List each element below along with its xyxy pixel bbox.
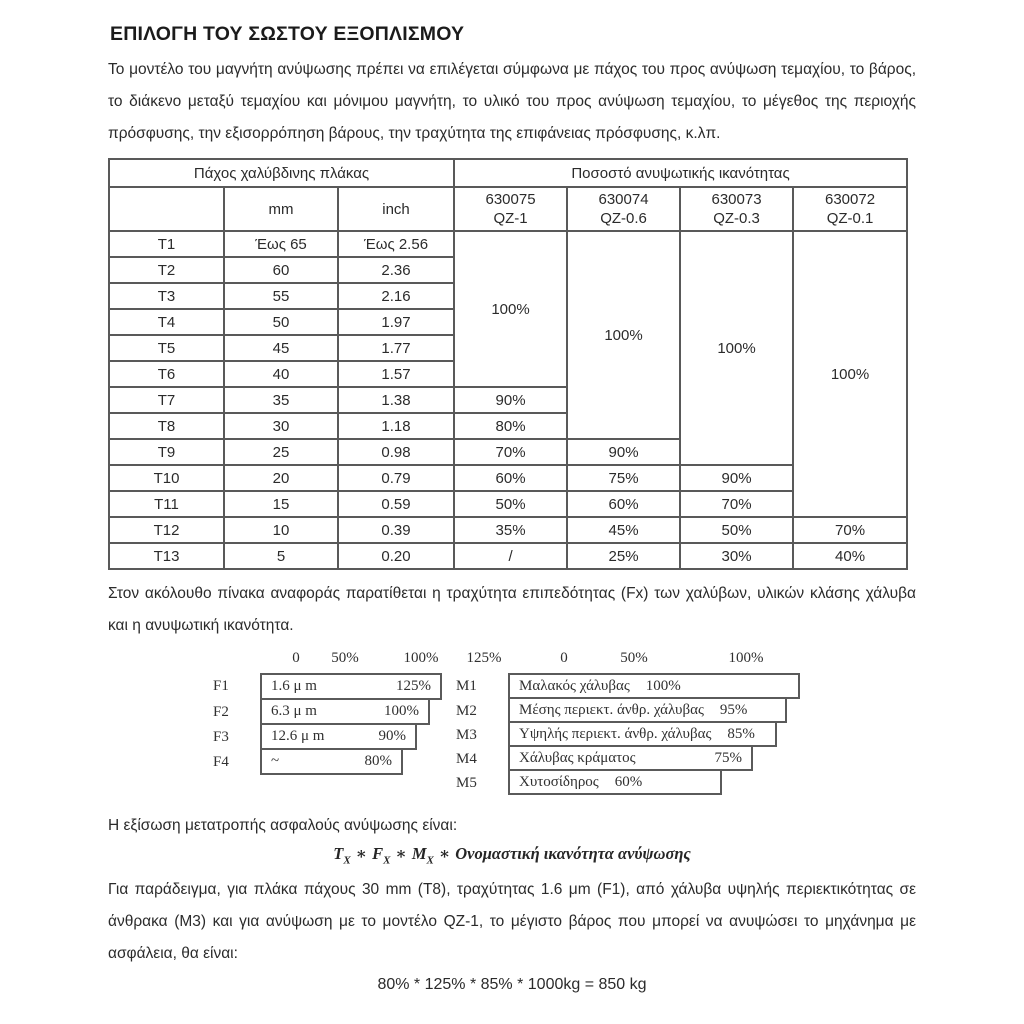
chart-bar-row [456, 747, 800, 771]
capacity-table [108, 158, 908, 570]
table-row [109, 491, 907, 517]
model-code: 630073 [711, 191, 762, 208]
bar-label: F3 [213, 729, 229, 745]
bar-value: 60% [614, 773, 643, 790]
cell-mm: 25 [224, 439, 338, 465]
equation-intro: Η εξίσωση μετατροπής ασφαλούς ανύψωσης είναι: [108, 817, 458, 834]
chart-bar [508, 697, 787, 723]
axis-tick-label: 100% [728, 650, 764, 666]
chart-bar [508, 721, 777, 747]
cell-inch: 1.77 [338, 335, 454, 361]
model-code: 630075 [485, 191, 536, 208]
cell-id: T8 [109, 413, 224, 439]
chart-bar-row [213, 700, 442, 725]
cell-inch: 1.38 [338, 387, 454, 413]
cell-qz1: 80% [454, 413, 567, 439]
cell-qz01: 70% [793, 517, 907, 543]
cell-id: T2 [109, 257, 224, 283]
cell-qz03: 30% [680, 543, 793, 569]
model-code: 630074 [598, 191, 649, 208]
intro-paragraph: Το μοντέλο του μαγνήτη ανύψωσης πρέπει να επιλέγεται σύμφωνα με πάχος του προς ανύψωση τεμαχίου, το βάρος, το διάκενο μεταξύ τεμαχίου και μόνιμου μαγνήτη, το υλικό του προς ανύψωση τεμαχίου, το μέγεθος της περιοχής πρόσφυσης, την εξισορρόπηση βάρους, την τραχύτητα της επιφάνειας πρόσφυσης, κ.λπ. [108, 61, 916, 142]
bar-name: 12.6 μ m [271, 728, 325, 744]
cell-id: T6 [109, 361, 224, 387]
cell-qz1: / [454, 543, 567, 569]
bar-name: Μαλακός χάλυβας [519, 677, 630, 694]
cell-mm: 55 [224, 283, 338, 309]
header-model-qz01 [793, 187, 907, 231]
cell-mm: 15 [224, 491, 338, 517]
reference-paragraph: Στον ακόλουθο πίνακα αναφοράς παρατίθεται η τραχύτητα επιπεδότητας (Fx) των χαλύβων, υλικών κλάσης χάλυβα και η ανυψωτική ικανότητα. [108, 585, 916, 634]
cell-mm: 20 [224, 465, 338, 491]
bar-label: M1 [456, 677, 477, 694]
axis-tick-label: 125% [466, 650, 502, 666]
table-row [109, 543, 907, 569]
cell-id: T1 [109, 231, 224, 257]
cell-qz1: 60% [454, 465, 567, 491]
cell-qz03: 70% [680, 491, 793, 517]
term-base: T [333, 844, 344, 863]
safe-lift-equation [108, 844, 916, 868]
chart-bar-row [213, 673, 442, 700]
bar-value: 85% [727, 725, 755, 742]
term-subscript: X [383, 854, 391, 867]
bar-value: 100% [384, 703, 419, 719]
cell-inch: 2.16 [338, 283, 454, 309]
cell-mm: 45 [224, 335, 338, 361]
cell-mm: 5 [224, 543, 338, 569]
cell-qz03-merged: 100% [680, 231, 793, 465]
table-group-header-row [109, 159, 907, 187]
chart-bar [508, 673, 800, 699]
model-name: QZ-0.6 [600, 210, 647, 227]
bar-value: 100% [645, 677, 681, 694]
axis-tick-label: 50% [331, 650, 359, 666]
cell-qz1: 70% [454, 439, 567, 465]
cell-inch: 1.57 [338, 361, 454, 387]
cell-qz06: 60% [567, 491, 680, 517]
cell-mm: 40 [224, 361, 338, 387]
cell-qz1: 50% [454, 491, 567, 517]
chart-bar-row [213, 750, 442, 775]
bar-label: M5 [456, 774, 477, 791]
cell-mm: 60 [224, 257, 338, 283]
bar-name: 6.3 μ m [271, 703, 317, 719]
header-model-qz1 [454, 187, 567, 231]
cell-qz03: 90% [680, 465, 793, 491]
chart-axis [213, 650, 502, 673]
bar-value: 75% [714, 749, 742, 766]
bar-label: M2 [456, 702, 477, 719]
term-subscript: X [343, 854, 351, 867]
chart-bar-row [456, 723, 800, 747]
cell-qz01-merged: 100% [793, 231, 907, 517]
cell-qz03: 50% [680, 517, 793, 543]
bar-name: 1.6 μ m [271, 678, 317, 694]
cell-inch: 2.36 [338, 257, 454, 283]
cell-inch: 1.97 [338, 309, 454, 335]
material-chart [456, 650, 800, 795]
table-row [109, 517, 907, 543]
term-subscript: X [426, 854, 434, 867]
bar-label: F4 [213, 754, 229, 770]
model-name: QZ-0.1 [826, 210, 874, 227]
term-base: F [372, 844, 384, 863]
cell-qz06: 75% [567, 465, 680, 491]
cell-qz1: 35% [454, 517, 567, 543]
chart-bar [260, 698, 430, 725]
axis-tick-label: 0 [292, 650, 300, 666]
cell-qz06: 45% [567, 517, 680, 543]
table-unit-header-row [109, 187, 907, 231]
cell-inch: 1.18 [338, 413, 454, 439]
page-title: ΕΠΙΛΟΓΗ ΤΟΥ ΣΩΣΤΟΥ ΕΞΟΠΛΙΣΜΟΥ [110, 23, 465, 45]
chart-bar [260, 748, 403, 775]
axis-tick-label: 100% [403, 650, 439, 666]
bar-name: Χυτοσίδηρος [519, 773, 599, 790]
cell-qz1-merged: 100% [454, 231, 567, 387]
equation-term [372, 844, 391, 867]
bar-value: 90% [378, 728, 406, 744]
equation-operator: ∗ [395, 844, 407, 863]
cell-inch: 0.59 [338, 491, 454, 517]
chart-bar-row [456, 699, 800, 723]
header-plate-thickness: Πάχος χαλύβδινης πλάκας [109, 159, 454, 187]
bar-value: 95% [719, 701, 748, 718]
bar-value: 125% [396, 678, 431, 694]
chart-bar [260, 673, 442, 700]
equation-tail: Ονομαστική ικανότητα ανύψωσης [455, 844, 691, 863]
bar-name: Χάλυβας κράματος [519, 749, 636, 766]
chart-bar-row [456, 673, 800, 699]
cell-qz06-merged: 100% [567, 231, 680, 439]
header-model-qz03 [680, 187, 793, 231]
cell-inch: 0.79 [338, 465, 454, 491]
model-name: QZ-0.3 [713, 210, 760, 227]
chart-bar [508, 769, 722, 795]
example-paragraph: Για παράδειγμα, για πλάκα πάχους 30 mm (T8), τραχύτητας 1.6 μm (F1), από χάλυβα υψηλής περιεκτικότητας σε άνθρακα (M3) και για ανύψωση με το μοντέλο QZ-1, το μέγιστο βάρος που μπορεί να ανυψώσει το μηχάνημα με ασφάλεια, θα είναι: [108, 881, 916, 962]
header-model-qz06 [567, 187, 680, 231]
cell-qz1: 90% [454, 387, 567, 413]
cell-mm: 30 [224, 413, 338, 439]
model-name: QZ-1 [493, 210, 528, 227]
cell-qz06: 90% [567, 439, 680, 465]
header-unit-mm: mm [224, 187, 338, 231]
chart-axis [456, 650, 800, 673]
cell-id: T4 [109, 309, 224, 335]
chart-bar-row [213, 725, 442, 750]
bar-label: F1 [213, 678, 229, 694]
bar-label: M4 [456, 750, 477, 767]
cell-qz01: 40% [793, 543, 907, 569]
equation-operator: ∗ [438, 844, 451, 863]
header-corner-cell [109, 187, 224, 231]
cell-qz06: 25% [567, 543, 680, 569]
cell-id: T13 [109, 543, 224, 569]
header-unit-inch: inch [338, 187, 454, 231]
cell-inch: Έως 2.56 [338, 231, 454, 257]
bar-value: 80% [364, 753, 392, 769]
cell-mm: 35 [224, 387, 338, 413]
cell-id: T12 [109, 517, 224, 543]
cell-inch: 0.20 [338, 543, 454, 569]
chart-bar-row [456, 771, 800, 795]
bar-label: F2 [213, 704, 229, 720]
axis-tick-label: 50% [620, 650, 648, 666]
cell-id: T5 [109, 335, 224, 361]
cell-inch: 0.98 [338, 439, 454, 465]
term-base: M [411, 844, 427, 863]
bar-name: Μέσης περιεκτ. άνθρ. χάλυβας [519, 701, 704, 718]
chart-bar [508, 745, 753, 771]
cell-id: T10 [109, 465, 224, 491]
cell-inch: 0.39 [338, 517, 454, 543]
cell-mm: Έως 65 [224, 231, 338, 257]
chart-bar [260, 723, 417, 750]
axis-tick-label: 0 [560, 650, 568, 666]
reference-charts [108, 650, 916, 800]
cell-mm: 50 [224, 309, 338, 335]
equation-operator: ∗ [355, 844, 368, 863]
bar-name: ~ [271, 753, 280, 769]
equation-term [411, 844, 434, 867]
cell-id: T11 [109, 491, 224, 517]
table-row [109, 231, 907, 257]
header-lifting-capacity: Ποσοστό ανυψωτικής ικανότητας [454, 159, 907, 187]
cell-id: T7 [109, 387, 224, 413]
equation-term [333, 844, 351, 867]
bar-label: M3 [456, 726, 477, 743]
cell-mm: 10 [224, 517, 338, 543]
model-code: 630072 [825, 191, 876, 208]
cell-id: T3 [109, 283, 224, 309]
cell-id: T9 [109, 439, 224, 465]
example-formula: 80% * 125% * 85% * 1000kg = 850 kg [377, 976, 647, 993]
bar-name: Υψηλής περιεκτ. άνθρ. χάλυβας [519, 725, 712, 742]
table-row [109, 465, 907, 491]
